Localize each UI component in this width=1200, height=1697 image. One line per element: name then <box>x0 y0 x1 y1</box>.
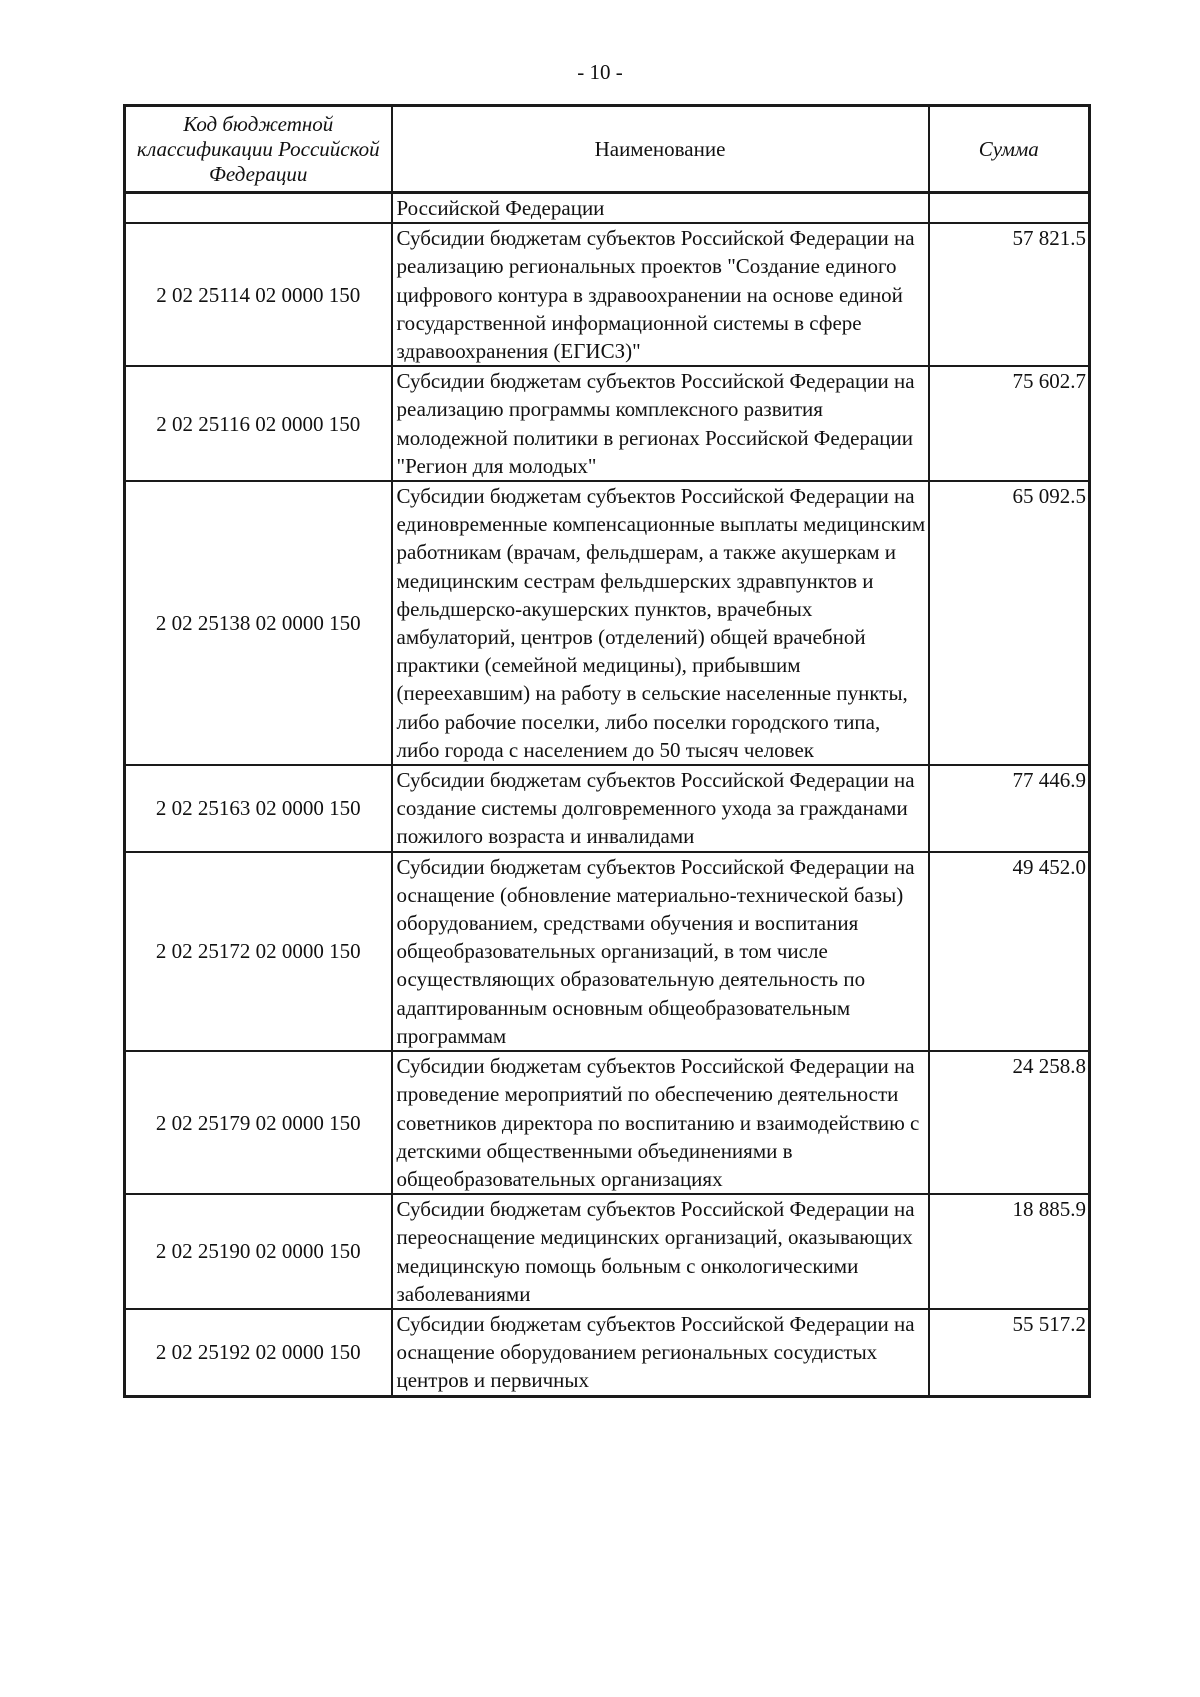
cell-name: Субсидии бюджетам субъектов Российской Федерации на единовременные компенсационные выплаты медицинским работникам (врачам, фельдшерам, а также акушеркам и медицинским сестрам фельдшерских здравпунктов и фельдшерско-акушерских пунктов, врачебных амбулаторий, центров (отделений) общей врачебной практики (семейной медицины), прибывшим (переехавшим) на работу в сельские населенные пункты, либо рабочие поселки, либо поселки городского типа, либо города с населением до 50 тысяч человек <box>392 481 929 765</box>
cell-code: 2 02 25192 02 0000 150 <box>125 1309 392 1396</box>
table-row <box>125 366 1090 481</box>
header-name: Наименование <box>392 106 929 193</box>
table-row <box>125 1309 1090 1396</box>
cell-sum <box>929 193 1090 224</box>
cell-code: 2 02 25138 02 0000 150 <box>125 481 392 765</box>
table-row <box>125 765 1090 852</box>
cell-code: 2 02 25163 02 0000 150 <box>125 765 392 852</box>
table-row-continuation <box>125 193 1090 224</box>
budget-table <box>123 104 1091 1398</box>
table-row <box>125 1051 1090 1194</box>
cell-name: Субсидии бюджетам субъектов Российской Федерации на создание системы долговременного ухода за гражданами пожилого возраста и инвалидами <box>392 765 929 852</box>
cell-name: Субсидии бюджетам субъектов Российской Федерации на оснащение (обновление материально-технической базы) оборудованием, средствами обучения и воспитания общеобразовательных организаций, в том числе осуществляющих образовательную деятельность по адаптированным основным общеобразовательным программам <box>392 852 929 1051</box>
cell-sum: 65 092.5 <box>929 481 1090 765</box>
table-row <box>125 481 1090 765</box>
header-sum: Сумма <box>929 106 1090 193</box>
cell-sum: 55 517.2 <box>929 1309 1090 1396</box>
cell-code: 2 02 25114 02 0000 150 <box>125 223 392 366</box>
cell-name: Субсидии бюджетам субъектов Российской Федерации на реализацию региональных проектов "Создание единого цифрового контура в здравоохранении на основе единой государственной информационной системы в сфере здравоохранения (ЕГИСЗ)" <box>392 223 929 366</box>
table-row <box>125 223 1090 366</box>
cell-code: 2 02 25179 02 0000 150 <box>125 1051 392 1194</box>
cell-name: Субсидии бюджетам субъектов Российской Федерации на проведение мероприятий по обеспечению деятельности советников директора по воспитанию и взаимодействию с детскими общественными объединениями в общеобразовательных организациях <box>392 1051 929 1194</box>
cell-code: 2 02 25172 02 0000 150 <box>125 852 392 1051</box>
cell-name: Субсидии бюджетам субъектов Российской Федерации на реализацию программы комплексного развития молодежной политики в регионах Российской Федерации "Регион для молодых" <box>392 366 929 481</box>
cell-sum: 24 258.8 <box>929 1051 1090 1194</box>
cell-code <box>125 193 392 224</box>
page-number: - 10 - <box>577 60 623 84</box>
cell-code: 2 02 25190 02 0000 150 <box>125 1194 392 1309</box>
cell-name: Субсидии бюджетам субъектов Российской Федерации на переоснащение медицинских организаций, оказывающих медицинскую помощь больным с онкологическими заболеваниями <box>392 1194 929 1309</box>
header-code: Код бюджетной классификации Российской Федерации <box>125 106 392 193</box>
cell-name: Субсидии бюджетам субъектов Российской Федерации на оснащение оборудованием региональных сосудистых центров и первичных <box>392 1309 929 1396</box>
cell-sum: 57 821.5 <box>929 223 1090 366</box>
cell-sum: 49 452.0 <box>929 852 1090 1051</box>
cell-name: Российской Федерации <box>392 193 929 224</box>
table-row <box>125 1194 1090 1309</box>
cell-sum: 75 602.7 <box>929 366 1090 481</box>
cell-code: 2 02 25116 02 0000 150 <box>125 366 392 481</box>
cell-sum: 77 446.9 <box>929 765 1090 852</box>
cell-sum: 18 885.9 <box>929 1194 1090 1309</box>
table-row <box>125 852 1090 1051</box>
table-header-row <box>125 106 1090 193</box>
